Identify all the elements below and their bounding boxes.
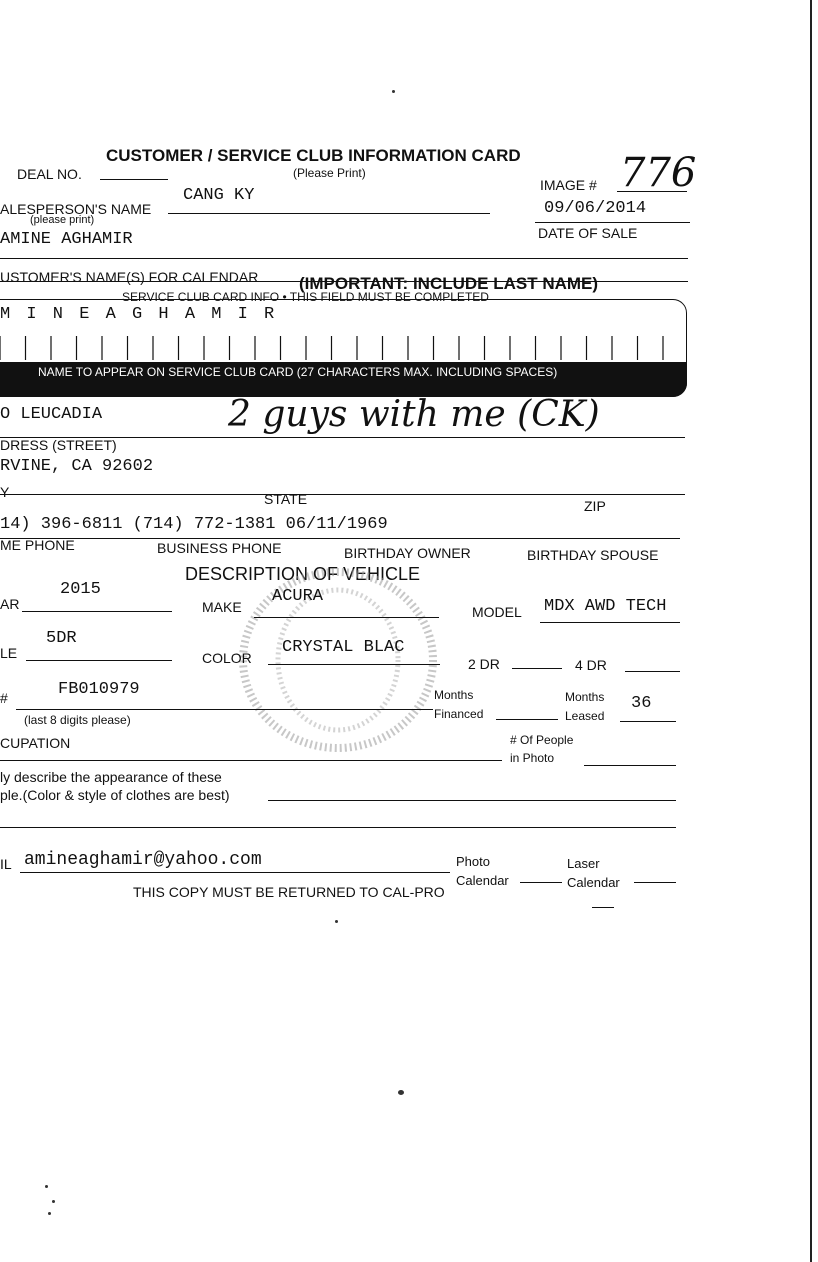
people-label-2: in Photo bbox=[510, 751, 555, 765]
city-value: RVINE, CA 92602 bbox=[0, 457, 154, 476]
describe-line-1 bbox=[268, 800, 676, 801]
scan-speck bbox=[392, 90, 395, 93]
people-label-1: # Of People bbox=[510, 733, 574, 747]
scan-speck bbox=[52, 1200, 55, 1203]
phones-line bbox=[0, 538, 680, 539]
vin-value: FB010979 bbox=[58, 680, 140, 699]
email-value: amineaghamir@yahoo.com bbox=[24, 850, 262, 870]
color-label: COLOR bbox=[202, 650, 252, 666]
vin-line bbox=[16, 709, 433, 710]
year-label: AR bbox=[0, 596, 20, 612]
return-note: THIS COPY MUST BE RETURNED TO CAL-PRO bbox=[133, 884, 445, 900]
style-value: 5DR bbox=[46, 629, 77, 648]
laser-calendar-line bbox=[634, 882, 676, 883]
vin-hint: (last 8 digits please) bbox=[24, 713, 131, 727]
months-leased-label-1: Months bbox=[565, 690, 605, 704]
months-leased-value: 36 bbox=[631, 694, 652, 713]
make-line bbox=[254, 617, 439, 618]
months-financed-label-1: Months bbox=[434, 688, 474, 702]
make-value: ACURA bbox=[272, 587, 324, 606]
phones-value: 14) 396-6811 (714) 772-1381 06/11/1969 bbox=[0, 515, 388, 534]
street-label: DRESS (STREET) bbox=[0, 437, 117, 453]
vehicle-heading: DESCRIPTION OF VEHICLE bbox=[185, 564, 421, 584]
describe-line-2 bbox=[0, 827, 676, 828]
date-of-sale-value: 09/06/2014 bbox=[544, 199, 647, 218]
handwritten-note: 2 guys with me (CK) bbox=[228, 394, 600, 435]
important-note: (IMPORTANT: INCLUDE LAST NAME) bbox=[299, 274, 599, 293]
service-club-banner-text: NAME TO APPEAR ON SERVICE CLUB CARD (27 CHARACTERS MAX. INCLUDING SPACES) bbox=[38, 365, 558, 379]
four-door-label: 4 DR bbox=[575, 657, 607, 673]
faint-stamp bbox=[228, 560, 448, 760]
birthday-owner-label: BIRTHDAY OWNER bbox=[344, 545, 471, 561]
state-label: STATE bbox=[264, 491, 308, 507]
describe-label-1: ly describe the appearance of these bbox=[0, 769, 222, 785]
email-line bbox=[20, 872, 450, 873]
image-number-value: 776 bbox=[620, 150, 697, 196]
months-leased-label-2: Leased bbox=[565, 709, 605, 723]
city-label: Y bbox=[0, 484, 10, 500]
home-phone-label: ME PHONE bbox=[0, 537, 75, 553]
character-boxes bbox=[0, 330, 687, 362]
months-leased-line bbox=[620, 721, 676, 722]
card-title: CUSTOMER / SERVICE CLUB INFORMATION CARD bbox=[106, 146, 521, 165]
photo-calendar-label-1: Photo bbox=[456, 854, 490, 869]
photo-calendar-line bbox=[520, 882, 562, 883]
two-door-line bbox=[512, 668, 562, 669]
zip-label: ZIP bbox=[584, 498, 606, 514]
scan-speck bbox=[45, 1185, 48, 1188]
laser-calendar-label-1: Laser bbox=[567, 856, 600, 871]
color-line bbox=[268, 664, 440, 665]
photo-calendar-label-2: Calendar bbox=[456, 873, 509, 888]
salesperson-line bbox=[168, 213, 490, 214]
months-financed-label-2: Financed bbox=[434, 707, 484, 721]
model-line bbox=[540, 622, 680, 623]
customer-name-line bbox=[0, 258, 688, 259]
street-value: O LEUCADIA bbox=[0, 405, 103, 424]
email-label: IL bbox=[0, 856, 12, 872]
two-door-label: 2 DR bbox=[468, 656, 500, 672]
four-door-line bbox=[625, 671, 680, 672]
date-of-sale-label: DATE OF SALE bbox=[538, 225, 638, 241]
calendar-names-line bbox=[0, 281, 688, 282]
service-club-label: SERVICE CLUB CARD INFO • THIS FIELD MUST BE COMPLETED bbox=[122, 290, 489, 304]
deal-no-label: DEAL NO. bbox=[17, 166, 82, 182]
salesperson-value: CANG KY bbox=[183, 186, 255, 205]
service-club-name-value: M I N E A G H A M I R bbox=[0, 305, 278, 324]
deal-no-line bbox=[100, 179, 168, 180]
scan-speck bbox=[398, 1090, 404, 1095]
calendar-names-label: USTOMER'S NAME(S) FOR CALENDAR bbox=[0, 269, 259, 285]
people-line bbox=[584, 765, 676, 766]
make-label: MAKE bbox=[202, 599, 242, 615]
scan-speck bbox=[48, 1212, 51, 1215]
color-value: CRYSTAL BLAC bbox=[282, 638, 405, 657]
occupation-label: CUPATION bbox=[0, 735, 71, 751]
salesperson-label: ALESPERSON'S NAME bbox=[0, 201, 152, 217]
model-value: MDX AWD TECH bbox=[544, 597, 667, 616]
short-mark-line bbox=[592, 907, 614, 908]
year-value: 2015 bbox=[60, 580, 101, 599]
please-print-small: (please print) bbox=[30, 214, 95, 226]
date-of-sale-line bbox=[535, 222, 690, 223]
style-label: LE bbox=[0, 645, 18, 661]
style-line bbox=[26, 660, 172, 661]
describe-label-2: ple.(Color & style of clothes are best) bbox=[0, 787, 230, 803]
please-print-note: (Please Print) bbox=[293, 166, 366, 180]
city-line bbox=[0, 494, 685, 495]
business-phone-label: BUSINESS PHONE bbox=[157, 540, 282, 556]
customer-name-value: AMINE AGHAMIR bbox=[0, 230, 133, 249]
laser-calendar-label-2: Calendar bbox=[567, 875, 620, 890]
model-label: MODEL bbox=[472, 604, 522, 620]
image-number-label: IMAGE # bbox=[540, 177, 597, 193]
birthday-spouse-label: BIRTHDAY SPOUSE bbox=[527, 547, 659, 563]
months-financed-line bbox=[496, 719, 558, 720]
year-line bbox=[22, 611, 172, 612]
image-number-line bbox=[617, 191, 687, 192]
page-edge-border bbox=[810, 0, 812, 1262]
vin-label: # bbox=[0, 690, 8, 706]
scan-speck bbox=[335, 920, 338, 923]
occupation-line bbox=[0, 760, 502, 761]
